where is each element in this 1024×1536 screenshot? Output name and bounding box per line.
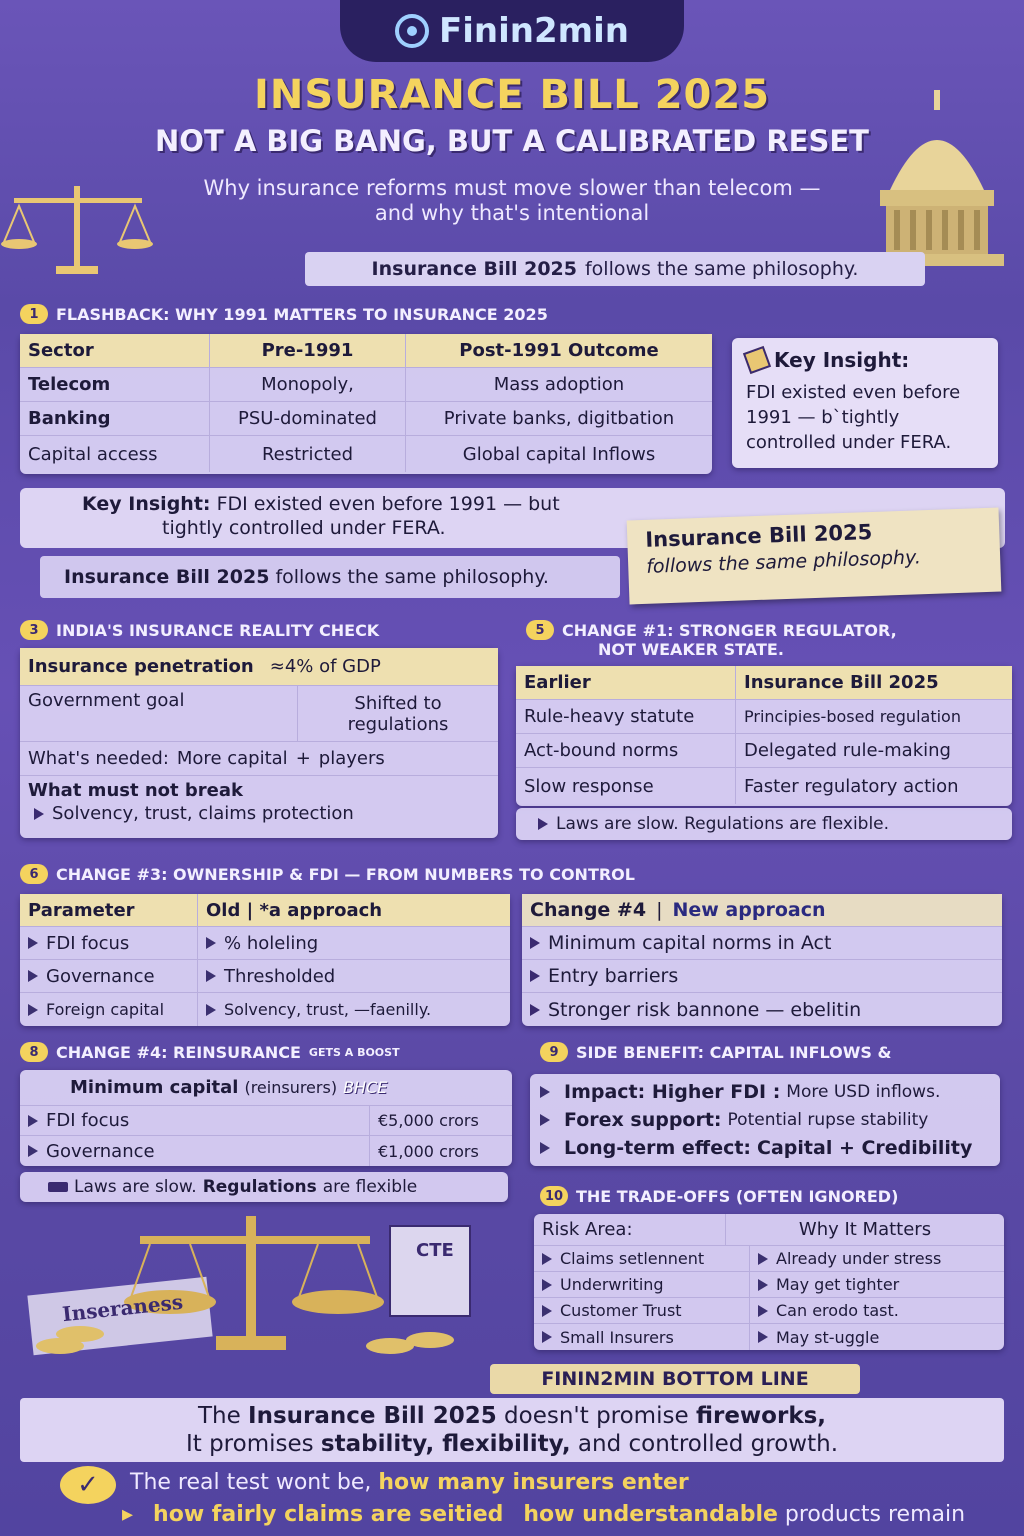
min-capital-tag: BHCE — [343, 1078, 388, 1097]
needed-plus: + — [295, 748, 311, 769]
table-row — [534, 1272, 1004, 1298]
bullet-arrow-icon — [28, 1115, 38, 1127]
table-header-row — [20, 894, 510, 927]
table-cell — [750, 1272, 1004, 1297]
bullet-arrow-icon — [758, 1253, 768, 1265]
bullet-arrow-icon — [542, 1305, 552, 1317]
table-cell-text: Solvency, trust, —faenilly. — [224, 1000, 432, 1019]
header-separator: | — [656, 899, 663, 921]
bullet-arrow-icon: ▸ — [122, 1502, 134, 1527]
table-cell-text: Governance — [46, 965, 155, 987]
bullet-arrow-icon — [28, 937, 38, 949]
key-insight-banner-line-2: tightly controlled under FERA. — [162, 517, 446, 539]
philosophy-note-text: follows the same philosophy. — [275, 566, 549, 588]
table-cell — [20, 1136, 370, 1166]
bullet-arrow-icon — [206, 937, 216, 949]
inflow-label: Forex support: — [564, 1109, 722, 1131]
key-insight-text: FDI existed even before 1991 — b`tightly controlled under FERA. — [746, 382, 961, 453]
tagline-line-1: Why insurance reforms must move slower than telecom — — [203, 176, 821, 200]
table-cell-text: Foreign capital — [46, 1000, 165, 1019]
philosophy-bold: Insurance Bill 2025 — [371, 258, 577, 280]
table-cell: €5,000 crors — [378, 1111, 479, 1130]
table-cell: PSU-dominated — [210, 402, 406, 435]
table-row — [20, 436, 712, 472]
bullet-arrow-icon — [530, 1004, 540, 1016]
reinsurance-footer — [20, 1172, 508, 1202]
section-1-title: FLASHBACK: WHY 1991 MATTERS TO INSURANCE 2025 — [56, 304, 548, 324]
flashback-table — [20, 334, 712, 474]
table-header-row — [516, 666, 1012, 700]
table-cell-text: Governance — [46, 1140, 155, 1162]
table-header-row — [20, 334, 712, 368]
final-b1: how fairly claims are seitied — [153, 1502, 504, 1527]
key-insight-banner-text: FDI existed even before 1991 — but — [216, 493, 560, 515]
reinsurance-footer-bold: Regulations — [202, 1177, 317, 1197]
bottom-line-1a: The — [197, 1403, 241, 1429]
table-cell-text: Customer Trust — [560, 1301, 682, 1320]
table-header-cell: Insurance Bill 2025 — [736, 666, 1012, 699]
bottom-line-1 — [20, 1402, 1004, 1430]
real-test-b: how many insurers enter — [378, 1470, 689, 1495]
table-cell-text: May st-uggle — [776, 1327, 880, 1347]
key-insight-title: Key Insight: — [774, 348, 910, 372]
bottom-line-1c: doesn't promise — [504, 1403, 689, 1429]
section-1-heading — [20, 304, 720, 324]
section-5-line-1 — [526, 620, 897, 640]
table-cell — [534, 1324, 750, 1350]
final-rest: products remain — [784, 1502, 966, 1527]
table-cell — [20, 1106, 370, 1135]
key-insight-banner-bold: Key Insight: — [82, 493, 211, 515]
list-item — [522, 993, 1002, 1026]
table-cell — [750, 1324, 1004, 1350]
table-cell: Restricted — [210, 436, 406, 472]
needed-value: More capital — [176, 748, 288, 769]
bullet-arrow-icon — [542, 1253, 552, 1265]
inflow-label: Impact: Higher FDI : — [564, 1081, 781, 1103]
section-3-title: INDIA'S INSURANCE REALITY CHECK — [56, 620, 380, 640]
bottom-line-2 — [20, 1430, 1004, 1458]
bullet-arrow-icon — [758, 1331, 768, 1343]
table-row — [516, 734, 1012, 768]
min-capital-label: Minimum capital — [70, 1077, 239, 1098]
scales-of-justice-icon — [0, 176, 160, 286]
new-approach-header-cell — [522, 894, 833, 926]
table-cell: Delegated rule-making — [744, 740, 951, 761]
table-cell-text: May get tighter — [776, 1275, 900, 1294]
table-row — [20, 1136, 512, 1166]
table-row — [516, 768, 1012, 804]
regulator-table — [516, 666, 1012, 806]
goal-row — [20, 686, 498, 742]
page-title: INSURANCE BILL 2025 — [253, 72, 771, 118]
bottom-line-heading: FININ2MIN BOTTOM LINE — [490, 1364, 860, 1394]
list-item — [540, 1134, 990, 1162]
table-row — [534, 1298, 1004, 1324]
list-item-text: Entry barriers — [548, 965, 679, 987]
table-cell-text: Thresholded — [224, 965, 336, 987]
table-cell-text: % holeling — [224, 932, 319, 954]
bullet-arrow-icon — [34, 808, 44, 820]
table-row — [534, 1324, 1004, 1350]
parliament-dome-icon — [850, 70, 1024, 270]
inflow-value: Capital + Credibility — [757, 1137, 973, 1159]
philosophy-ticket — [627, 508, 1002, 605]
bullet-arrow-icon — [530, 937, 540, 949]
table-row — [20, 402, 712, 436]
bottom-line-1d: fireworks, — [695, 1403, 827, 1429]
ownership-table — [20, 894, 510, 1026]
section-9-heading — [540, 1042, 1010, 1062]
bullet-arrow-icon — [540, 1086, 550, 1098]
philosophy-note-bold: Insurance Bill 2025 — [64, 566, 270, 588]
list-item-cell — [522, 993, 869, 1026]
bullet-arrow-icon — [28, 1004, 38, 1016]
section-5-number: 5 — [526, 620, 554, 640]
list-item — [522, 927, 1002, 960]
needed-row — [20, 742, 498, 776]
table-cell: Monopoly, — [210, 368, 406, 401]
brand-logo-icon — [395, 14, 429, 48]
brand-bar — [340, 0, 684, 62]
section-6-heading — [20, 864, 920, 884]
section-5-title-2: NOT WEAKER STATE. — [598, 640, 784, 659]
philosophy-text: follows the same philosophy. — [584, 258, 859, 280]
section-8-title: CHANGE #4: REINSURANCE — [56, 1042, 301, 1062]
must-not-label: What must not break — [28, 780, 243, 801]
bullet-arrow-icon — [530, 970, 540, 982]
table-cell: Banking — [20, 402, 210, 435]
penetration-label: Insurance penetration — [28, 656, 254, 677]
newspaper-label: Inseraness — [61, 1289, 185, 1327]
table-cell — [198, 960, 510, 992]
bullet-arrow-icon — [542, 1279, 552, 1291]
bottom-line-box — [20, 1398, 1004, 1462]
table-cell-text: Underwriting — [560, 1275, 664, 1294]
section-5-heading — [526, 620, 1006, 659]
list-item — [540, 1078, 990, 1106]
table-header-row — [534, 1214, 1004, 1246]
new-approach-panel — [522, 894, 1002, 1026]
section-10-title: THE TRADE-OFFS (OFTEN IGNORED) — [576, 1186, 899, 1206]
table-cell — [198, 993, 510, 1026]
reinsurance-table — [20, 1070, 512, 1166]
table-header-cell: Risk Area: — [534, 1214, 726, 1245]
table-cell: €1,000 crors — [378, 1141, 479, 1161]
bottom-line-2a: It promises — [185, 1431, 314, 1457]
table-header-cell: Why It Matters — [798, 1219, 932, 1240]
table-cell: Rule-heavy statute — [516, 700, 736, 733]
table-cell — [20, 993, 198, 1026]
pencil-icon — [743, 346, 771, 374]
table-header-cell: Post-1991 Outcome — [406, 334, 712, 367]
section-9-title: SIDE BENEFIT: CAPITAL INFLOWS & — [576, 1042, 892, 1062]
section-10-heading — [540, 1186, 1010, 1206]
must-not-item — [28, 803, 490, 824]
table-header-cell: Parameter — [20, 894, 198, 926]
needed-players: players — [318, 748, 385, 769]
final-line — [122, 1502, 965, 1527]
table-cell-text: Already under stress — [776, 1249, 942, 1268]
section-6-title: CHANGE #3: OWNERSHIP & FDI — FROM NUMBERS TO CONTROL — [56, 864, 635, 884]
bullet-arrow-icon — [758, 1279, 768, 1291]
change-4-label: Change #4 — [530, 899, 647, 921]
final-b2: how understandable — [523, 1502, 778, 1527]
section-3-heading — [20, 620, 500, 640]
table-cell — [534, 1246, 750, 1271]
key-insight-card — [732, 338, 998, 468]
reinsurance-footer-text-2: are flexible — [322, 1177, 418, 1197]
table-cell-text: Small Insurers — [560, 1327, 674, 1347]
reality-check-panel — [20, 648, 498, 838]
new-approach-header — [522, 894, 1002, 927]
table-row — [20, 960, 510, 993]
section-3-number: 3 — [20, 620, 48, 640]
section-1-number: 1 — [20, 304, 48, 324]
table-header-row — [20, 1070, 512, 1106]
ticket-text: follows the same philosophy. — [645, 546, 922, 578]
checkmark-icon: ✓ — [60, 1466, 116, 1504]
regulator-footer — [516, 808, 1012, 840]
bullet-arrow-icon — [540, 1114, 550, 1126]
min-capital-qualifier: (reinsurers) — [244, 1078, 338, 1097]
tagline — [112, 176, 912, 226]
real-test-line — [130, 1470, 689, 1495]
table-cell-text: FDI focus — [46, 1110, 130, 1131]
table-header-cell: Earlier — [516, 666, 736, 699]
tag-icon — [48, 1182, 68, 1192]
ticket-title: Insurance Bill 2025 — [644, 519, 873, 552]
list-item — [522, 960, 1002, 993]
section-10-number: 10 — [540, 1186, 568, 1206]
capital-inflows-panel — [530, 1074, 1000, 1166]
table-cell — [534, 1272, 750, 1297]
table-cell: Faster regulatory action — [744, 775, 959, 797]
bullet-arrow-icon — [206, 970, 216, 982]
table-header-cell — [20, 1070, 395, 1105]
table-cell: Global capital Inflows — [462, 443, 656, 465]
inflow-value: More USD inflows. — [786, 1082, 941, 1102]
section-8-heading — [20, 1042, 520, 1062]
bullet-arrow-icon — [758, 1305, 768, 1317]
table-row — [20, 368, 712, 402]
penetration-row — [20, 648, 498, 686]
section-9-number: 9 — [540, 1042, 568, 1062]
table-cell: Mass adoption — [493, 374, 625, 395]
brand-name: Finin2min — [439, 11, 629, 51]
section-6-number: 6 — [20, 864, 48, 884]
page-subtitle: NOT A BIG BANG, BUT A CALIBRATED RESET — [155, 124, 869, 158]
table-header-cell: Pre-1991 — [210, 334, 406, 367]
regulator-footer-text: Laws are slow. Regulations are flexible. — [556, 814, 890, 834]
table-row — [534, 1246, 1004, 1272]
philosophy-banner — [305, 252, 925, 286]
needed-label: What's needed: — [28, 748, 169, 769]
table-cell — [534, 1298, 750, 1323]
section-5-title-1: CHANGE #1: STRONGER REGULATOR, — [562, 620, 897, 640]
inflow-value: Potential rupse stability — [727, 1110, 929, 1130]
reinsurance-footer-text-1: Laws are slow. — [74, 1177, 197, 1197]
philosophy-note — [40, 556, 620, 598]
key-insight-heading — [746, 348, 984, 372]
real-test-a: The real test wont be, — [130, 1470, 372, 1495]
tagline-line-2: and why that's intentional — [374, 201, 650, 225]
table-row — [20, 927, 510, 960]
bottom-line-2b: stability, flexibility, — [320, 1431, 571, 1457]
table-cell — [20, 960, 198, 992]
list-item-text: Minimum capital norms in Act — [548, 932, 832, 954]
bullet-arrow-icon — [538, 818, 548, 830]
needed-cell — [20, 742, 393, 775]
bullet-arrow-icon — [28, 1145, 38, 1157]
bullet-arrow-icon — [28, 970, 38, 982]
table-cell: Act-bound norms — [516, 734, 736, 767]
inflow-label: Long-term effect: — [564, 1137, 752, 1159]
bullet-arrow-icon — [542, 1331, 552, 1343]
must-not-value: Solvency, trust, claims protection — [52, 803, 354, 824]
section-8-title-suffix: GETS A BOOST — [308, 1045, 400, 1059]
table-cell: Principies-bosed regulation — [744, 707, 961, 726]
new-approach-label: New approacn — [672, 899, 826, 921]
table-cell: Slow response — [516, 768, 736, 804]
table-cell — [750, 1246, 1004, 1271]
list-item — [540, 1106, 990, 1134]
bottom-line-2c: and controlled growth. — [577, 1431, 839, 1457]
table-cell: Telecom — [20, 368, 210, 401]
list-item-text: Stronger risk bannone — ebelitin — [548, 998, 862, 1021]
table-cell: Capital access — [20, 436, 210, 472]
table-header-cell: Sector — [20, 334, 210, 367]
bullet-arrow-icon — [540, 1142, 550, 1154]
table-cell-text: Can erodo tast. — [776, 1301, 899, 1320]
scales-and-coins-illustration — [20, 1206, 510, 1356]
table-cell — [20, 927, 198, 959]
table-cell-text: FDI focus — [46, 932, 130, 954]
penetration-value: ≈4% of GDP — [269, 656, 381, 677]
list-item-cell — [522, 927, 839, 959]
table-cell — [198, 927, 510, 959]
must-not-break-block — [20, 776, 498, 836]
table-cell — [750, 1298, 1004, 1323]
table-row — [20, 1106, 512, 1136]
table-header-cell: Old | *a approach — [198, 894, 510, 926]
bottom-line-1b: Insurance Bill 2025 — [248, 1403, 497, 1429]
goal-label: Government goal — [20, 686, 298, 741]
table-cell: Private banks, digitbation — [443, 408, 675, 429]
bullet-arrow-icon — [206, 1004, 216, 1016]
final-b2-wrap — [523, 1502, 965, 1527]
goal-value: Shifted to regulations — [347, 692, 449, 735]
table-cell-text: Claims setlennent — [560, 1249, 705, 1268]
tradeoffs-table — [534, 1214, 1004, 1350]
book-label: CTE — [416, 1240, 454, 1261]
table-row — [20, 993, 510, 1026]
section-8-number: 8 — [20, 1042, 48, 1062]
table-row — [516, 700, 1012, 734]
list-item-cell — [522, 960, 686, 992]
